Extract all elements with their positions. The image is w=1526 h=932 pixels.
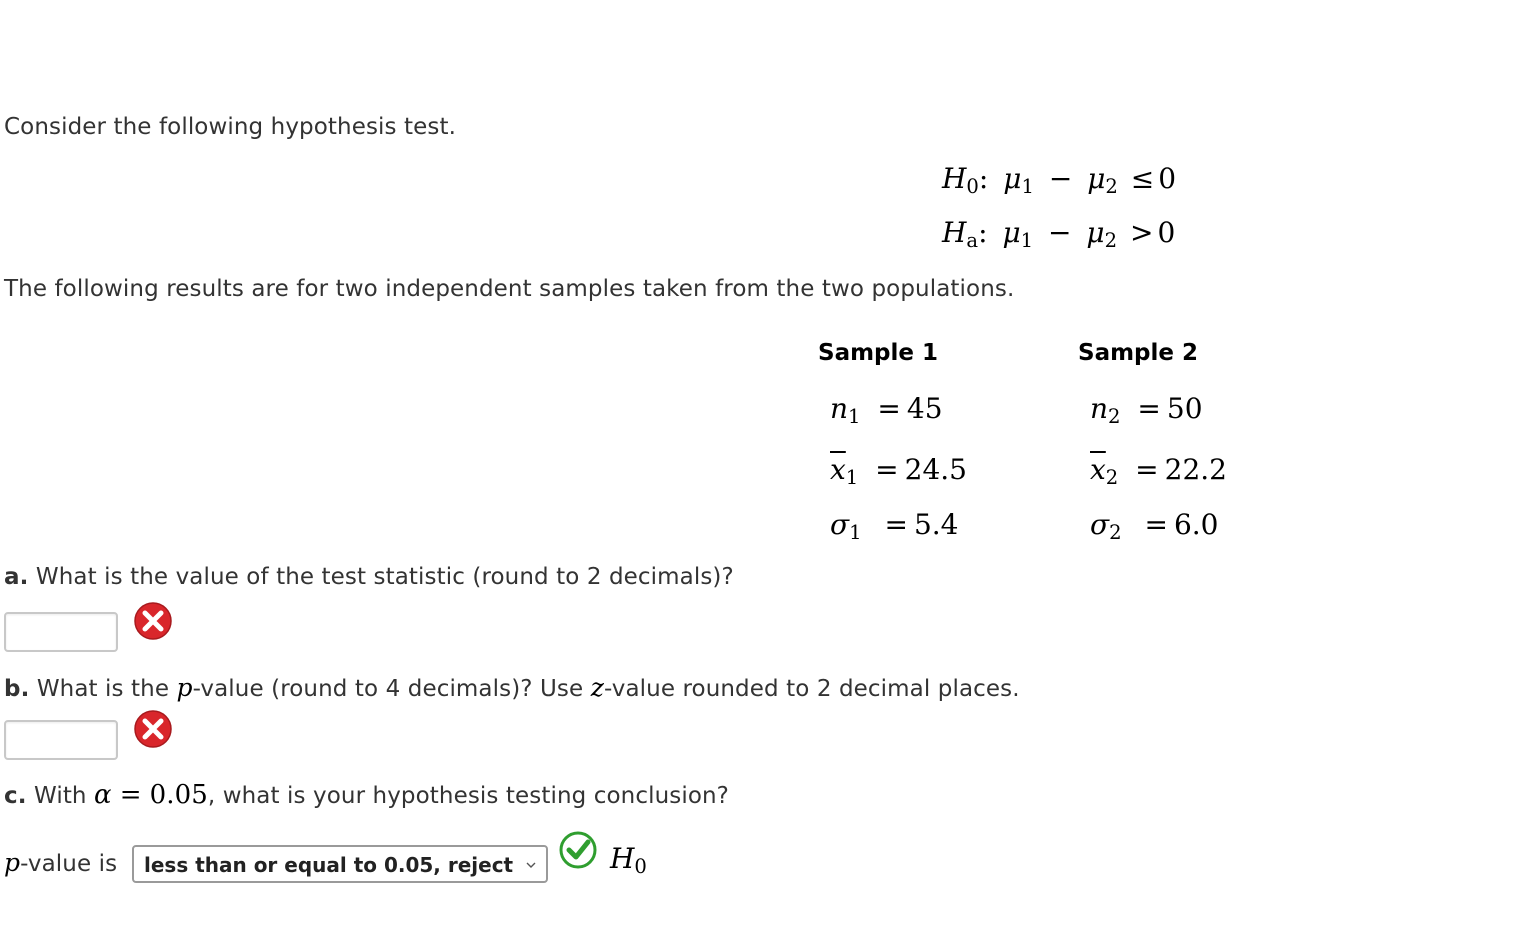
conclusion-select[interactable]	[132, 845, 548, 883]
sample-2-mean: $\overline{x}_2 = 22.2$	[1090, 453, 1227, 489]
samples-intro-text: The following results are for two independent samples taken from the two populations.	[4, 276, 1015, 302]
x-circle-icon	[133, 601, 173, 641]
sample-2-n: $n_2 = 50$	[1090, 392, 1203, 428]
x-circle-icon	[133, 709, 173, 749]
question-c: c. With α = 0.05, what is your hypothesis testing conclusion?	[4, 780, 729, 810]
sample-1-sigma: $\sigma_1 = 5.4$	[830, 508, 959, 544]
conclusion-prefix: p-value is	[4, 848, 118, 877]
sample-1-mean: $\overline{x}_1 = 24.5$	[830, 453, 967, 489]
question-a: a. What is the value of the test statistic (round to 2 decimals)?	[4, 564, 734, 590]
null-hypothesis: $H_0$: $\mu_1 - \mu_2 \le 0$	[942, 162, 1177, 198]
conclusion-select-value: less than or equal to 0.05, reject	[144, 853, 514, 877]
sample-1-n: $n_1 = 45$	[830, 392, 943, 428]
intro-text: Consider the following hypothesis test.	[4, 114, 457, 140]
chevron-down-icon	[526, 860, 536, 870]
sample-2-sigma: $\sigma_2 = 6.0$	[1090, 508, 1219, 544]
alternative-hypothesis: $H_a$: $\mu_1 - \mu_2 > 0$	[942, 216, 1176, 252]
sample-1-header: Sample 1	[818, 340, 939, 366]
sample-2-header: Sample 2	[1078, 340, 1199, 366]
question-b: b. What is the p-value (round to 4 decimals)? Use z-value rounded to 2 decimal places.	[4, 673, 1020, 702]
test-statistic-input[interactable]	[4, 612, 118, 652]
p-value-input[interactable]	[4, 720, 118, 760]
conclusion-suffix: $H_0$	[610, 842, 647, 878]
check-circle-icon	[558, 830, 598, 870]
